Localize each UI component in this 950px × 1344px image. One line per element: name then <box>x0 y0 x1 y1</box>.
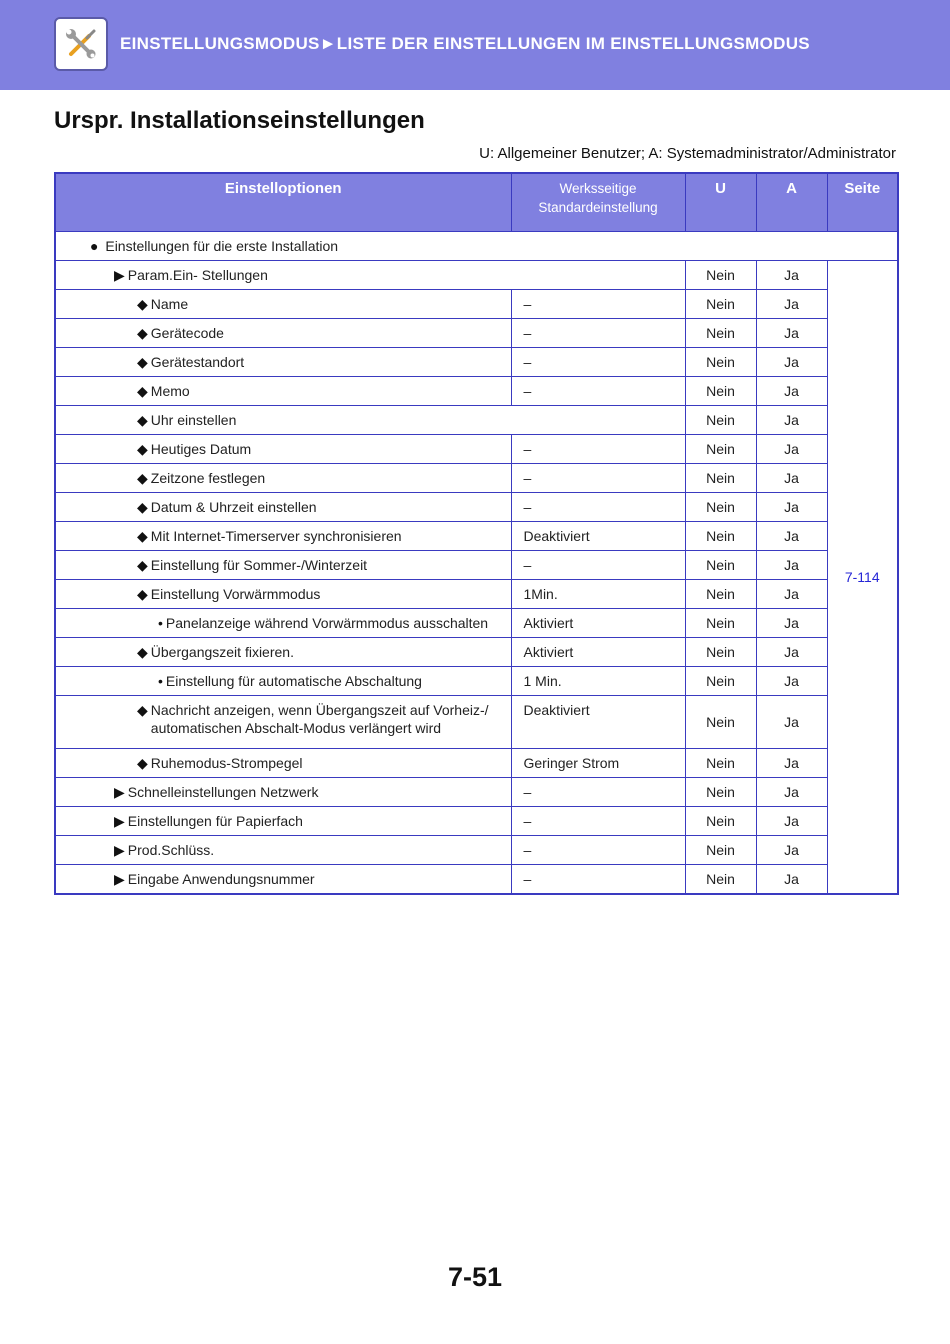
diamond-icon: ◆ <box>137 354 148 370</box>
column-header-default <box>511 173 685 232</box>
u-cell: Nein <box>685 696 756 749</box>
table-row <box>55 580 898 609</box>
option-cell <box>55 609 511 638</box>
option-cell <box>55 406 685 435</box>
a-cell: Ja <box>756 749 827 778</box>
option-cell <box>55 778 511 807</box>
a-cell: Ja <box>756 807 827 836</box>
default-cell: – <box>511 348 685 377</box>
a-cell: Ja <box>756 836 827 865</box>
table-header-row <box>55 173 898 232</box>
table-row <box>55 290 898 319</box>
table-row <box>55 551 898 580</box>
page-header <box>0 0 950 90</box>
u-cell: Nein <box>685 464 756 493</box>
option-cell <box>55 580 511 609</box>
option-cell <box>55 836 511 865</box>
u-cell: Nein <box>685 580 756 609</box>
u-cell: Nein <box>685 290 756 319</box>
a-cell: Ja <box>756 261 827 290</box>
option-label: Uhr einstellen <box>150 412 237 428</box>
option-cell <box>55 261 685 290</box>
option-cell <box>55 667 511 696</box>
default-cell: – <box>511 377 685 406</box>
table-row <box>55 609 898 638</box>
option-label: Datum & Uhrzeit einstellen <box>150 499 317 515</box>
u-cell: Nein <box>685 667 756 696</box>
a-cell: Ja <box>756 319 827 348</box>
a-cell: Ja <box>756 406 827 435</box>
a-cell: Ja <box>756 551 827 580</box>
u-cell: Nein <box>685 348 756 377</box>
option-label: Param.Ein- Stellungen <box>127 267 268 283</box>
diamond-icon: ◆ <box>137 325 148 341</box>
u-cell: Nein <box>685 319 756 348</box>
u-cell: Nein <box>685 406 756 435</box>
option-label: Einstellung Vorwärmmodus <box>150 586 321 602</box>
a-cell: Ja <box>756 464 827 493</box>
table-row <box>55 836 898 865</box>
option-label: Panelanzeige während Vorwärmmodus ausschalten <box>165 615 489 631</box>
option-label: Mit Internet-Timerserver synchronisieren <box>150 528 402 544</box>
default-cell: Aktiviert <box>511 638 685 667</box>
diamond-icon: ◆ <box>137 412 148 428</box>
tools-icon <box>54 17 108 71</box>
column-header-u: U <box>685 173 756 232</box>
column-header-options: Einstelloptionen <box>55 173 511 232</box>
u-cell: Nein <box>685 807 756 836</box>
section-cell <box>55 232 898 261</box>
option-label: Ruhemodus-Strompegel <box>150 755 303 771</box>
table-row <box>55 865 898 895</box>
u-cell: Nein <box>685 435 756 464</box>
option-label: Übergangszeit fixieren. <box>150 644 294 660</box>
u-cell: Nein <box>685 749 756 778</box>
a-cell: Ja <box>756 580 827 609</box>
option-cell <box>55 551 511 580</box>
default-cell: Deaktiviert <box>511 522 685 551</box>
column-header-default-line1: Werksseitige <box>559 181 637 196</box>
a-cell: Ja <box>756 290 827 319</box>
option-cell <box>55 493 511 522</box>
option-label: Schnelleinstellungen Netzwerk <box>127 784 319 800</box>
u-cell: Nein <box>685 836 756 865</box>
a-cell: Ja <box>756 667 827 696</box>
a-cell: Ja <box>756 865 827 895</box>
diamond-icon: ◆ <box>137 755 148 771</box>
table-row <box>55 406 898 435</box>
table-row <box>55 807 898 836</box>
default-cell: – <box>511 807 685 836</box>
arrow-icon: ▶ <box>114 813 125 829</box>
table-row <box>55 522 898 551</box>
default-cell: – <box>511 778 685 807</box>
settings-table <box>54 172 899 895</box>
option-label: Prod.Schlüss. <box>127 842 215 858</box>
a-cell: Ja <box>756 696 827 749</box>
option-cell <box>55 522 511 551</box>
table-row <box>55 464 898 493</box>
table-row <box>55 778 898 807</box>
table-row <box>55 749 898 778</box>
table-row <box>55 261 898 290</box>
default-cell: – <box>511 551 685 580</box>
u-cell: Nein <box>685 778 756 807</box>
column-header-a: A <box>756 173 827 232</box>
arrow-icon: ▶ <box>114 267 125 283</box>
page-number: 7-51 <box>447 1262 503 1292</box>
default-cell: – <box>511 464 685 493</box>
option-cell <box>55 377 511 406</box>
option-cell <box>55 807 511 836</box>
u-cell: Nein <box>685 638 756 667</box>
column-header-default-line2: Standardeinstellung <box>538 200 658 215</box>
option-cell <box>55 319 511 348</box>
option-cell <box>55 464 511 493</box>
table-row <box>55 348 898 377</box>
diamond-icon: ◆ <box>137 383 148 399</box>
a-cell: Ja <box>756 435 827 464</box>
default-cell: – <box>511 493 685 522</box>
diamond-icon: ◆ <box>137 557 148 573</box>
arrow-icon: ▶ <box>114 842 125 858</box>
diamond-icon: ◆ <box>137 586 148 602</box>
default-cell: – <box>511 836 685 865</box>
option-label-line1: Nachricht anzeigen, wenn Übergangszeit auf Vorheiz-/ <box>150 702 489 718</box>
table-row <box>55 435 898 464</box>
diamond-icon: ◆ <box>137 499 148 515</box>
option-label: Einstellung für Sommer-/Winterzeit <box>150 557 368 573</box>
u-cell: Nein <box>685 609 756 638</box>
option-label: Einstellung für automatische Abschaltung <box>165 673 422 689</box>
bullet-icon: ● <box>90 238 99 254</box>
option-label: Gerätestandort <box>150 354 245 370</box>
u-cell: Nein <box>685 261 756 290</box>
page-ref-link[interactable]: 7-114 <box>827 261 898 895</box>
option-label: Zeitzone festlegen <box>150 470 266 486</box>
a-cell: Ja <box>756 377 827 406</box>
default-cell: – <box>511 865 685 895</box>
u-cell: Nein <box>685 522 756 551</box>
a-cell: Ja <box>756 493 827 522</box>
option-cell <box>55 696 511 749</box>
section-label: Einstellungen für die erste Installation <box>105 238 339 254</box>
column-header-page: Seite <box>827 173 898 232</box>
option-cell <box>55 749 511 778</box>
option-cell <box>55 435 511 464</box>
arrow-icon: ▶ <box>114 784 125 800</box>
table-row <box>55 319 898 348</box>
u-cell: Nein <box>685 865 756 895</box>
user-legend: U: Allgemeiner Benutzer; A: Systemadministrator/Administrator <box>479 145 896 162</box>
default-cell: – <box>511 319 685 348</box>
table-row <box>55 377 898 406</box>
section-row <box>55 232 898 261</box>
option-cell <box>55 638 511 667</box>
page-title: Urspr. Installationseinstellungen <box>54 107 425 134</box>
table-row <box>55 493 898 522</box>
a-cell: Ja <box>756 778 827 807</box>
default-cell: 1Min. <box>511 580 685 609</box>
a-cell: Ja <box>756 522 827 551</box>
diamond-icon: ◆ <box>137 644 148 660</box>
a-cell: Ja <box>756 638 827 667</box>
dot-icon: • <box>158 615 163 631</box>
default-cell: – <box>511 435 685 464</box>
default-cell: Deaktiviert <box>511 696 685 749</box>
diamond-icon: ◆ <box>137 296 148 312</box>
diamond-icon: ◆ <box>137 470 148 486</box>
default-cell: 1 Min. <box>511 667 685 696</box>
table-row <box>55 696 898 749</box>
default-cell: Geringer Strom <box>511 749 685 778</box>
option-cell <box>55 348 511 377</box>
u-cell: Nein <box>685 493 756 522</box>
default-cell: Aktiviert <box>511 609 685 638</box>
default-cell: – <box>511 290 685 319</box>
option-label: Memo <box>150 383 190 399</box>
option-label: Einstellungen für Papierfach <box>127 813 303 829</box>
table-row <box>55 667 898 696</box>
diamond-icon: ◆ <box>137 528 148 544</box>
a-cell: Ja <box>756 348 827 377</box>
header-title: EINSTELLUNGSMODUS►LISTE DER EINSTELLUNGEN IM EINSTELLUNGSMODUS <box>120 34 810 53</box>
a-cell: Ja <box>756 609 827 638</box>
option-label: Eingabe Anwendungsnummer <box>127 871 315 887</box>
option-label <box>151 701 489 737</box>
u-cell: Nein <box>685 377 756 406</box>
u-cell: Nein <box>685 551 756 580</box>
option-label: Heutiges Datum <box>150 441 252 457</box>
option-label-line2: automatischen Abschalt-Modus verlängert wird <box>150 720 442 736</box>
diamond-icon: ◆ <box>137 702 148 718</box>
table-row <box>55 638 898 667</box>
option-cell <box>55 865 511 895</box>
option-cell <box>55 290 511 319</box>
dot-icon: • <box>158 673 163 689</box>
option-label: Gerätecode <box>150 325 224 341</box>
option-label: Name <box>150 296 189 312</box>
arrow-icon: ▶ <box>114 871 125 887</box>
diamond-icon: ◆ <box>137 441 148 457</box>
